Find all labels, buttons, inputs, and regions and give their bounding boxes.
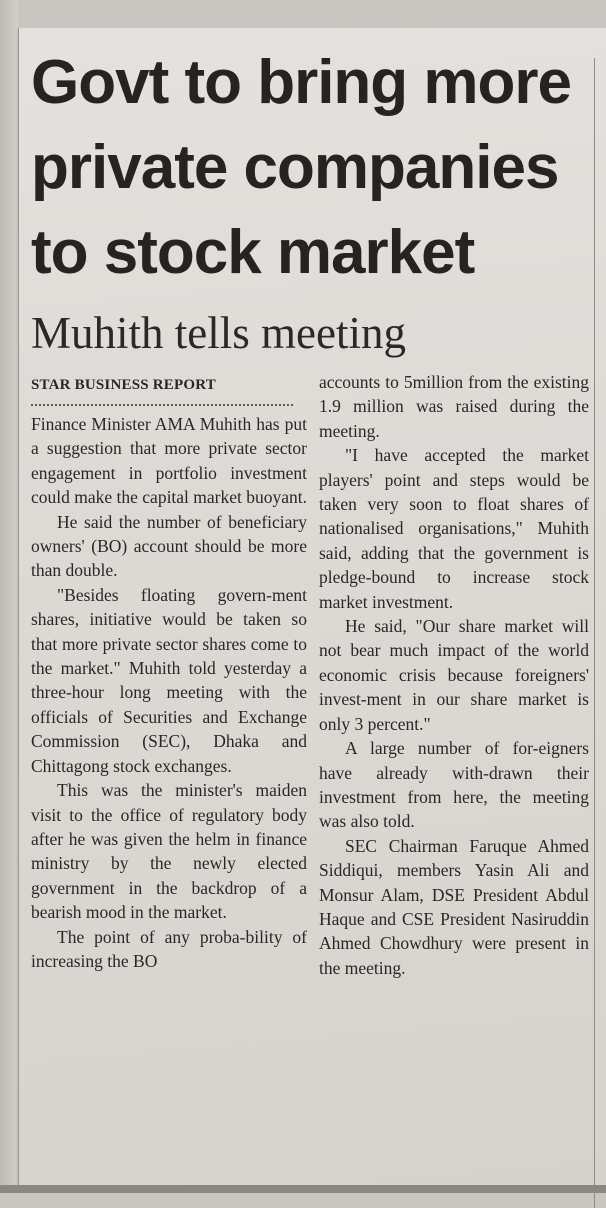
subheadline: Muhith tells meeting [31,308,406,358]
paragraph: SEC Chairman Faruque Ahmed Siddiqui, members Yasin Ali and Monsur Alam, DSE President Abdul Haque and CSE President Nasiruddin Ahmed Chowdhury were present in the meeting. [319,835,589,978]
paragraph: He said, "Our share market will not bear much impact of the world economic crisis because foreigners' invest-ment in our share market is only 3 percent." [319,616,589,734]
paragraph: "Besides floating govern-ment shares, initiative would be taken so that more private sector shares come to the market." Muhith told yesterday a three-hour long meeting with the officials of Securities and Exchange Commission (SEC), Dhaka and Chittagong stock exchanges. [31,584,307,776]
article-column-1 [31,370,307,973]
page-bottom-edge [0,1185,606,1193]
paragraph: This was the minister's maiden visit to the office of regulatory body after he was given the helm in finance ministry by the newly elected government in the backdrop of a bearish mood in the market. [31,780,307,923]
newspaper-clipping [18,28,606,1186]
byline: STAR BUSINESS REPORT [31,377,216,393]
paragraph: The point of any proba-bility of increasing the BO [31,926,307,971]
column-rule [594,58,595,1208]
paragraph: "I have accepted the market players' point and steps would be taken very soon to float shares of nationalised organisations," Muhith said, adding that the government is pledge-bound to increase stock market investment. [319,445,589,612]
headline: Govt to bring more private companies to stock market [31,48,571,287]
paragraph: accounts to 5million from the existing 1.9 million was raised during the meeting. [319,372,589,441]
paragraph: He said the number of beneficiary owners' (BO) account should be more than double. [31,511,307,581]
article-column-2 [319,370,589,980]
paragraph: Finance Minister AMA Muhith has put a suggestion that more private sector engagement in portfolio investment could make the capital market buoyant. [31,414,308,508]
page-edge [0,0,18,1193]
paragraph: A large number of for-eigners have already with-drawn their investment from here, the meeting was also told. [319,738,589,832]
byline-divider [31,400,293,406]
